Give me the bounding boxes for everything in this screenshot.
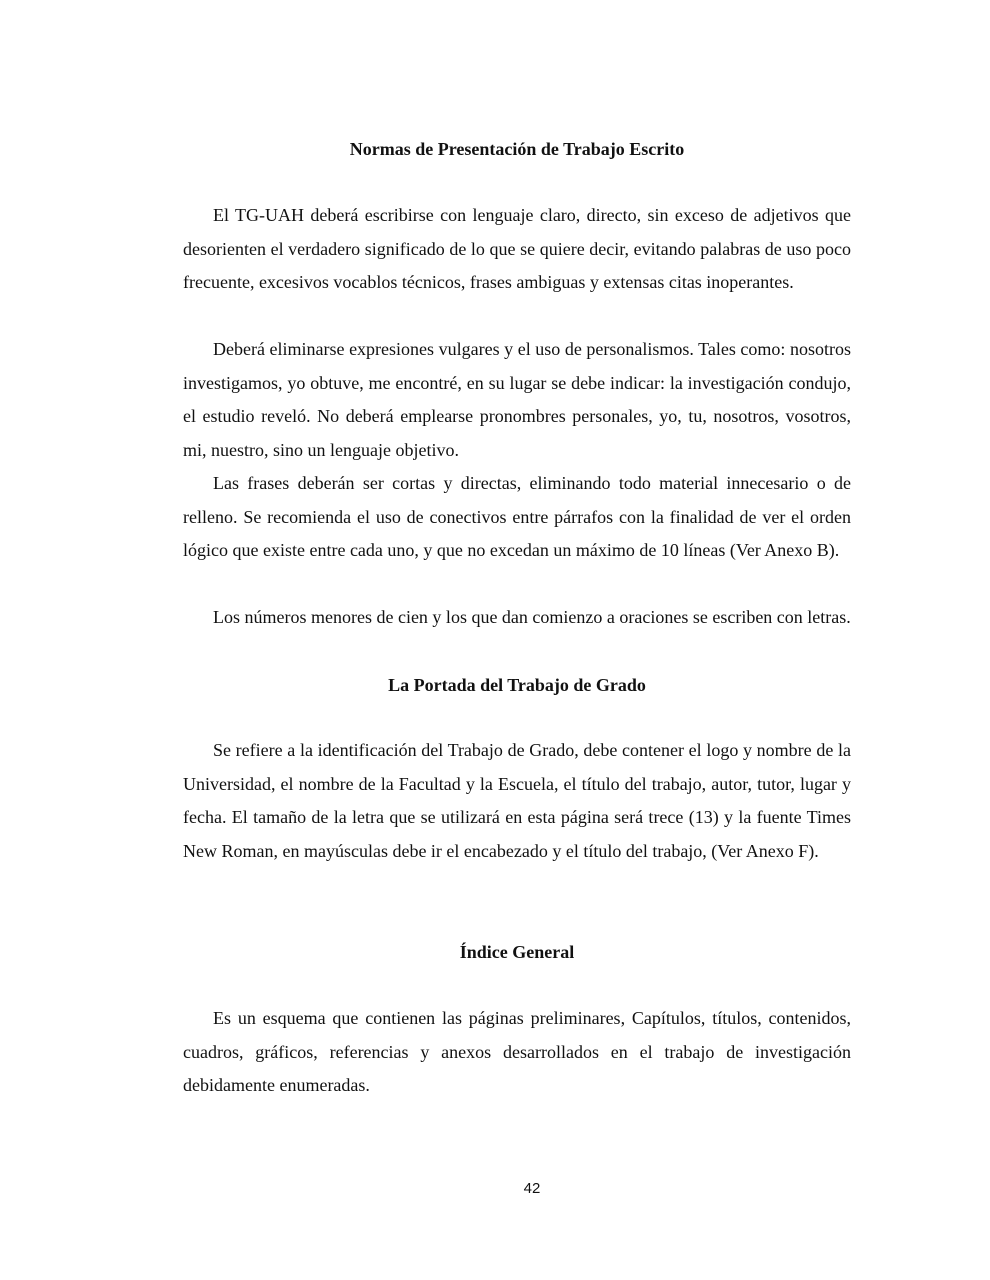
paragraph-indice: Es un esquema que contienen las páginas preliminares, Capítulos, títulos, contenidos, cuadros, gráficos, referencias y anexos desarrollados en el trabajo de investigación debidamente enumeradas. — [183, 1008, 851, 1096]
paragraph-lenguaje: El TG-UAH deberá escribirse con lenguaje claro, directo, sin exceso de adjetivos que desorienten el verdadero significado de lo que se quiere decir, evitando palabras de uso poco frecuente, excesivos vocablos técnicos, frases ambiguas y extensas citas inoperantes. — [183, 205, 851, 293]
page-number: 42 — [523, 1180, 541, 1197]
section-heading-portada: La Portada del Trabajo de Grado — [388, 675, 646, 695]
section-heading-indice: Índice General — [459, 942, 575, 962]
paragraph-numeros: Los números menores de cien y los que dan comienzo a oraciones se escriben con letras. — [213, 607, 851, 627]
paragraph-frases: Las frases deberán ser cortas y directas, eliminando todo material innecesario o de relleno. Se recomienda el uso de conectivos entre párrafos con la finalidad de ver el orden lógico que existe entre cada uno, y que no excedan un máximo de 10 líneas (Ver Anexo B). — [183, 473, 851, 561]
section-heading-normas: Normas de Presentación de Trabajo Escrito — [349, 139, 685, 159]
paragraph-personalismos: Deberá eliminarse expresiones vulgares y el uso de personalismos. Tales como: nosotros investigamos, yo obtuve, me encontré, en su lugar se debe indicar: la investigación condujo, el estudio reveló. No deberá emplearse pronombres personales, yo, tu, nosotros, vosotros, mi, nuestro, sino un lenguaje objetivo. — [183, 339, 851, 460]
paragraph-portada: Se refiere a la identificación del Trabajo de Grado, debe contener el logo y nombre de la Universidad, el nombre de la Facultad y la Escuela, el título del trabajo, autor, tutor, lugar y fecha. El tamaño de la letra que se utilizará en esta página será trece (13) y la fuente Times New Roman, en mayúsculas debe ir el encabezado y el título del trabajo, (Ver Anexo F). — [183, 740, 851, 861]
